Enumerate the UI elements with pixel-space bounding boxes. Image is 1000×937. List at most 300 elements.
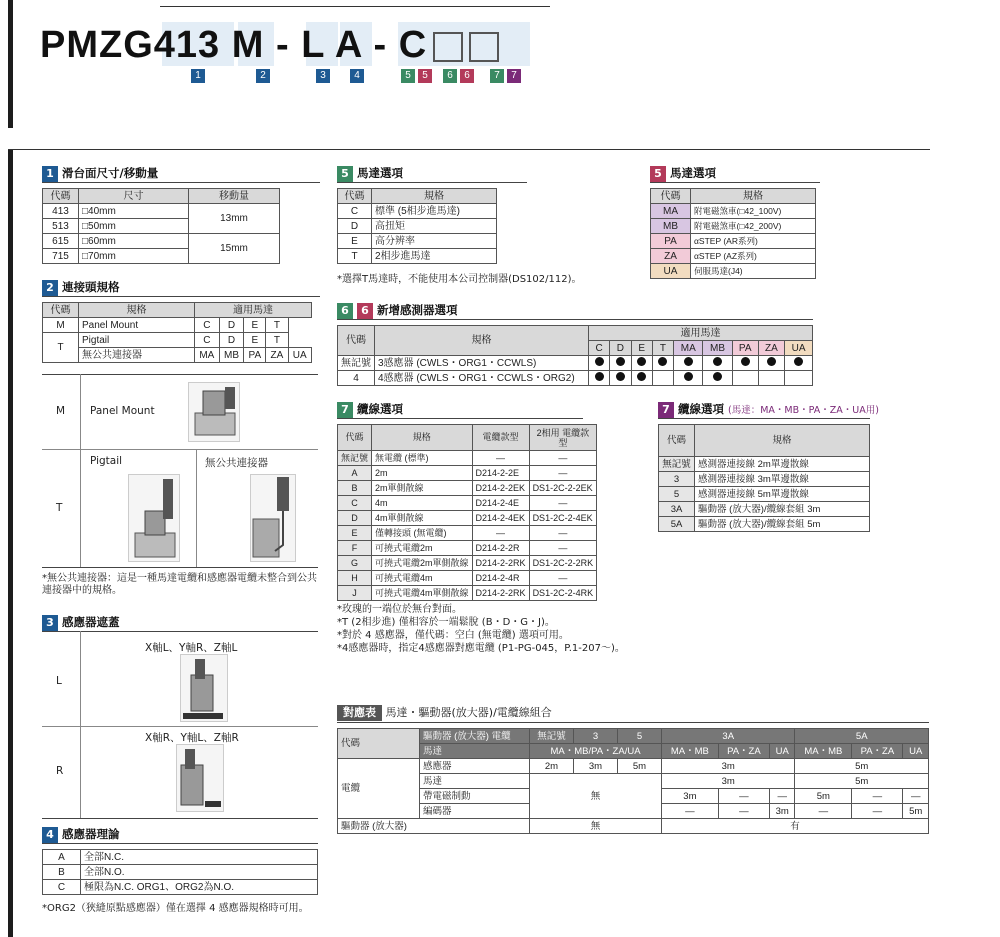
sec6-heading — [337, 302, 458, 318]
table-cell: 全部N.C. — [81, 850, 318, 865]
table-cell: 可撓式電纜4m — [372, 571, 473, 586]
table-cell: — — [472, 451, 529, 466]
table-cell: UA — [288, 348, 311, 363]
table-cell: 4m單側散線 — [372, 511, 473, 526]
sec4-note: *ORG2（狹縫原點感應器）僅在選擇 4 感應器規格時可用。 — [42, 903, 309, 914]
section-rule — [8, 149, 930, 150]
table-cell: E — [631, 341, 652, 356]
table-cell: M — [43, 318, 79, 333]
table-cell: 5m — [795, 759, 929, 774]
table-cell: 5 — [659, 487, 695, 502]
text: L — [301, 24, 325, 66]
table-cell: B — [338, 481, 372, 496]
table-cell: D — [338, 219, 372, 234]
sec2-rule — [42, 296, 320, 297]
sec7a-note-1: *玫瑰的一端位於無台對面。 — [337, 604, 462, 615]
table-cell: 伺服馬達(J4) — [691, 264, 816, 279]
combo-rule — [337, 722, 929, 723]
text: 5 — [650, 166, 666, 182]
table-cell: 高分辨率 — [372, 234, 497, 249]
table-cell: DS1-2C-2-2EK — [529, 481, 597, 496]
table-cell: 無記號 — [338, 451, 372, 466]
table-cell: D214-2-2RK — [472, 586, 529, 601]
sec4-heading — [42, 826, 120, 842]
table-cell: 驅動器 (放大器)/纜線套組 3m — [695, 502, 870, 517]
text: 3 — [42, 615, 58, 631]
table-cell: D214-2-2E — [472, 466, 529, 481]
table-cell: 適用馬達 — [195, 303, 312, 318]
table-cell — [610, 356, 631, 371]
table-cell: 規格 — [79, 303, 195, 318]
sec5a-table — [337, 188, 497, 264]
fig-label-pigtail: Pigtail — [90, 455, 123, 467]
table-cell: 無公共連接器 — [79, 348, 195, 363]
table-cell: 附電磁煞車(□42_100V) — [691, 204, 816, 219]
table-cell: DS1-2C-2-2RK — [529, 556, 597, 571]
text: A — [334, 24, 362, 66]
dot — [713, 372, 722, 381]
stage-illustration — [176, 744, 224, 812]
dot — [767, 357, 776, 366]
sec5a-rule — [337, 182, 527, 183]
table-cell: 電纜 — [338, 759, 420, 819]
table-cell: 極限為N.C. ORG1、ORG2為N.O. — [81, 880, 318, 895]
table-cell: C — [589, 341, 610, 356]
fig-label-panel-mount: Panel Mount — [90, 405, 155, 417]
table-cell: 3m — [662, 759, 795, 774]
sec3-rule-mid — [42, 726, 318, 727]
marker-7: 7 — [490, 69, 504, 83]
table-cell: B — [43, 865, 81, 880]
table-cell: 代碼 — [338, 189, 372, 204]
table-cell: 無記號 — [338, 356, 375, 371]
table-cell: Panel Mount — [79, 318, 195, 333]
table-cell: 3A — [662, 729, 795, 744]
table-cell: 感測器連接線 5m單邊散線 — [695, 487, 870, 502]
table-cell: MA・MB — [662, 744, 719, 759]
table-cell: — — [529, 496, 597, 511]
table-cell: F — [338, 541, 372, 556]
marker-5: 5 — [401, 69, 415, 83]
sec3-rule-top — [42, 631, 318, 632]
text: 4 — [42, 827, 58, 843]
sec4-rule — [42, 843, 318, 844]
table-cell — [652, 356, 673, 371]
table-cell: — — [529, 451, 597, 466]
table-cell: 代碼 — [659, 425, 695, 457]
table-cell: J — [338, 586, 372, 601]
table-cell: 715 — [43, 249, 79, 264]
table-cell: UA — [770, 744, 795, 759]
dot — [637, 372, 646, 381]
text: 1 — [42, 166, 58, 182]
table-cell: — — [770, 789, 795, 804]
marker-7b: 7 — [507, 69, 521, 83]
table-cell: 規格 — [372, 425, 473, 451]
marker-6: 6 — [443, 69, 457, 83]
table-cell: A — [43, 850, 81, 865]
table-cell: 4m — [372, 496, 473, 511]
text: 連接頭規格 — [62, 280, 120, 294]
table-cell: ZA — [758, 341, 784, 356]
sec3-desc-r: X軸R、Y軸L、Z軸R — [145, 732, 239, 744]
table-cell — [703, 356, 732, 371]
table-cell — [732, 371, 758, 386]
text: 纜線選項 — [357, 402, 403, 416]
table-cell: — — [529, 541, 597, 556]
table-cell — [732, 356, 758, 371]
table-cell: DS1-2C-2-4RK — [529, 586, 597, 601]
marker-1: 1 — [191, 69, 205, 83]
table-cell — [589, 371, 610, 386]
table-cell: MB — [651, 219, 691, 234]
table-cell: 無記號 — [530, 729, 574, 744]
dot — [658, 357, 667, 366]
table-cell: ZA — [651, 249, 691, 264]
table-cell: — — [529, 466, 597, 481]
table-cell — [631, 371, 652, 386]
table-cell: 全部N.O. — [81, 865, 318, 880]
sec5a-heading — [337, 165, 403, 181]
table-cell: 感應器 — [420, 759, 530, 774]
sec5a-note: *選擇T馬達時，不能使用本公司控制器(DS102/112)。 — [337, 274, 582, 285]
text: M — [231, 24, 265, 66]
table-cell — [785, 371, 813, 386]
dot — [684, 357, 693, 366]
fig-rule-mid — [42, 449, 318, 450]
dot — [713, 357, 722, 366]
dot — [595, 372, 604, 381]
table-cell: 有 — [662, 819, 929, 834]
table-cell: D214-2-4R — [472, 571, 529, 586]
table-cell: 標準 (5相步進馬達) — [372, 204, 497, 219]
table-cell: D214-2-4E — [472, 496, 529, 511]
left-frame-bar-top — [8, 0, 13, 128]
table-cell: 規格 — [372, 189, 497, 204]
dot — [616, 372, 625, 381]
table-cell — [674, 356, 703, 371]
table-cell — [703, 371, 732, 386]
table-cell — [785, 356, 813, 371]
table-cell: — — [529, 571, 597, 586]
stage-illustration — [188, 382, 240, 442]
table-cell: T — [338, 249, 372, 264]
text: - — [373, 24, 388, 66]
table-cell: T — [43, 333, 79, 363]
table-cell: 3感應器 (CWLS・ORG1・CCWLS) — [375, 356, 589, 371]
table-cell: UA — [651, 264, 691, 279]
table-cell: 3 — [574, 729, 618, 744]
table-cell: 513 — [43, 219, 79, 234]
text: 馬達・驅動器(放大器)/電纜線組合 — [385, 706, 552, 719]
table-cell: D — [610, 341, 631, 356]
text: - — [275, 24, 290, 66]
table-cell — [652, 371, 673, 386]
sec7a-note-4: *4感應器時，指定4感應器對應電纜 (P1-PG-045，P.1-207～)。 — [337, 643, 625, 654]
table-cell: C — [338, 496, 372, 511]
table-cell: — — [852, 789, 903, 804]
fig-code-m: M — [56, 405, 66, 417]
text: 纜線選項 — [678, 402, 724, 416]
combo-table — [337, 728, 929, 834]
table-cell: C — [338, 204, 372, 219]
table-cell: 附電磁煞車(□42_200V) — [691, 219, 816, 234]
table-cell: 高扭矩 — [372, 219, 497, 234]
table-cell: MB — [703, 341, 732, 356]
table-cell: — — [852, 804, 903, 819]
dot — [684, 372, 693, 381]
table-cell: 代碼 — [651, 189, 691, 204]
table-cell: 尺寸 — [79, 189, 189, 204]
table-cell: □40mm — [79, 204, 189, 219]
table-cell: E — [338, 526, 372, 541]
fig-col-line-2 — [196, 450, 197, 567]
marker-3: 3 — [316, 69, 330, 83]
stage-illustration — [250, 474, 296, 562]
sec3-desc-l: X軸L、Y軸R、Z軸L — [145, 642, 238, 654]
marker-2: 2 — [256, 69, 270, 83]
table-cell: 2相用 電纜款型 — [529, 425, 597, 451]
table-cell: 代碼 — [338, 326, 375, 356]
table-cell: 馬達 — [420, 744, 530, 759]
table-cell: MA — [674, 341, 703, 356]
dot — [616, 357, 625, 366]
table-cell: 3m — [662, 774, 795, 789]
table-cell — [589, 356, 610, 371]
table-cell: E — [244, 318, 266, 333]
table-cell: 感測器連接線 3m單邊散線 — [695, 472, 870, 487]
table-cell: αSTEP (AR系列) — [691, 234, 816, 249]
sec1-rule — [42, 182, 320, 183]
sec6-rule — [337, 319, 813, 320]
table-cell: ZA — [266, 348, 288, 363]
table-cell: — — [472, 526, 529, 541]
table-cell: — — [718, 804, 769, 819]
table-cell: 編碼器 — [420, 804, 530, 819]
table-cell — [674, 371, 703, 386]
table-cell: 可撓式電纜2m單側散線 — [372, 556, 473, 571]
table-cell: 移動量 — [189, 189, 280, 204]
model-title — [40, 24, 499, 67]
table-cell: MA・MB — [795, 744, 852, 759]
table-cell — [758, 371, 784, 386]
marker-5b: 5 — [418, 69, 432, 83]
text: 2 — [42, 280, 58, 296]
table-cell: 驅動器 (放大器) 電纜 — [420, 729, 530, 744]
text: C — [398, 24, 428, 66]
text: 馬達選項 — [357, 166, 403, 180]
table-cell — [758, 356, 784, 371]
table-cell: 規格 — [375, 326, 589, 356]
table-cell: — — [718, 789, 769, 804]
left-frame-bar-bottom — [8, 150, 13, 937]
table-cell: 15mm — [189, 234, 280, 264]
sec7a-heading — [337, 401, 403, 417]
table-cell: C — [43, 880, 81, 895]
sec7b-heading — [658, 401, 879, 417]
text: 滑台面尺寸/移動量 — [62, 166, 159, 180]
table-cell: 電纜款型 — [472, 425, 529, 451]
fig-rule-bottom — [42, 567, 318, 568]
dot — [637, 357, 646, 366]
table-cell: 代碼 — [43, 303, 79, 318]
marker-4: 4 — [350, 69, 364, 83]
table-cell: Pigtail — [79, 333, 195, 348]
combo-heading — [337, 705, 552, 721]
table-cell: 5 — [618, 729, 662, 744]
table-cell: 3m — [574, 759, 618, 774]
stage-illustration — [128, 474, 180, 562]
sec1-heading — [42, 165, 158, 181]
fig-code-t: T — [56, 502, 63, 514]
table-cell: UA — [785, 341, 813, 356]
sec3-code-l: L — [56, 675, 62, 687]
sec3-code-r: R — [56, 765, 64, 777]
sec3-heading — [42, 614, 120, 630]
table-cell: D214-2-4EK — [472, 511, 529, 526]
sec3-rule-bottom — [42, 818, 318, 819]
table-cell: MA — [651, 204, 691, 219]
table-cell: — — [903, 789, 929, 804]
table-cell: 3m — [770, 804, 795, 819]
table-cell: 帶電磁制動 — [420, 789, 530, 804]
text: PMZG — [40, 24, 154, 66]
sec2-note: *無公共連接器：這是一種馬達電纜和感應器電纜未整合到公共連接器中的規格。 — [42, 573, 317, 596]
sec1-table — [42, 188, 280, 264]
marker-6b: 6 — [460, 69, 474, 83]
table-cell: 驅動器 (放大器)/纜線套組 5m — [695, 517, 870, 532]
table-cell: — — [795, 804, 852, 819]
sec4-table — [42, 849, 318, 895]
text: 馬達選項 — [670, 166, 716, 180]
table-cell — [288, 318, 311, 333]
table-cell: E — [244, 333, 266, 348]
table-cell: 無電纜 (標準) — [372, 451, 473, 466]
table-cell: 適用馬達 — [589, 326, 813, 341]
table-cell: MB — [219, 348, 244, 363]
table-cell: 5A — [659, 517, 695, 532]
sec3-col-line — [80, 631, 81, 818]
table-cell: □60mm — [79, 234, 189, 249]
table-cell: 5m — [903, 804, 929, 819]
table-cell: D — [338, 511, 372, 526]
top-rule — [160, 6, 550, 7]
fig-rule-top — [42, 374, 318, 375]
text: 新增感測器選項 — [377, 303, 458, 317]
text: 5 — [337, 166, 353, 182]
table-cell: 5m — [618, 759, 662, 774]
dot — [595, 357, 604, 366]
sec7a-note-3: *對於 4 感應器，僅代碼：空白 (無電纜) 選項可用。 — [337, 630, 569, 641]
table-cell: 代碼 — [43, 189, 79, 204]
table-cell: — — [529, 526, 597, 541]
table-cell: UA — [903, 744, 929, 759]
table-cell: MA — [195, 348, 220, 363]
table-cell: PA — [732, 341, 758, 356]
table-cell: 3A — [659, 502, 695, 517]
table-cell: 代碼 — [338, 729, 420, 759]
table-cell: 5m — [795, 789, 852, 804]
table-cell: 2相步進馬達 — [372, 249, 497, 264]
table-cell: 僅轉接頭 (無電纜) — [372, 526, 473, 541]
placeholder-box — [433, 32, 463, 62]
table-cell: 413 — [43, 204, 79, 219]
sec7a-note-2: *T (2相步進) 僅相容於一端鬆脫 (B・D・G・J)。 — [337, 617, 555, 628]
table-cell: 驅動器 (放大器) — [338, 819, 530, 834]
table-cell: 13mm — [189, 204, 280, 234]
table-cell: 4 — [338, 371, 375, 386]
text: 感應器理論 — [62, 827, 120, 841]
table-cell: T — [266, 333, 288, 348]
table-cell: DS1-2C-2-4EK — [529, 511, 597, 526]
table-cell: 規格 — [695, 425, 870, 457]
table-cell: □70mm — [79, 249, 189, 264]
text: 6 — [357, 303, 373, 319]
sec7a-rule — [337, 418, 583, 419]
table-cell: C — [195, 318, 220, 333]
text: (馬達：MA・MB・PA・ZA・UA用) — [728, 405, 879, 416]
stage-illustration — [180, 654, 228, 722]
table-cell: 無 — [530, 774, 662, 819]
table-cell: 5m — [795, 774, 929, 789]
sec7b-rule — [658, 418, 870, 419]
table-cell: 5A — [795, 729, 929, 744]
text: 7 — [658, 402, 674, 418]
sec2-heading — [42, 279, 120, 295]
text: 413 — [153, 24, 221, 66]
sec5b-rule — [650, 182, 820, 183]
table-cell: 2m單側散線 — [372, 481, 473, 496]
table-cell: αSTEP (AZ系列) — [691, 249, 816, 264]
sec7b-table — [658, 424, 870, 532]
table-cell: 無 — [530, 819, 662, 834]
sec5b-heading — [650, 165, 716, 181]
table-cell: 2m — [372, 466, 473, 481]
table-cell: 615 — [43, 234, 79, 249]
table-cell: 代碼 — [338, 425, 372, 451]
sec6-table — [337, 325, 813, 386]
table-cell: T — [266, 318, 288, 333]
table-cell: G — [338, 556, 372, 571]
table-cell: D214-2-2R — [472, 541, 529, 556]
fig-label-no-common: 無公共連接器 — [205, 457, 268, 469]
dot — [741, 357, 750, 366]
table-cell: A — [338, 466, 372, 481]
table-cell: C — [195, 333, 220, 348]
table-cell: PA・ZA — [852, 744, 903, 759]
text: 7 — [337, 402, 353, 418]
table-cell: PA — [244, 348, 266, 363]
table-cell: 可撓式電纜4m單側散線 — [372, 586, 473, 601]
table-cell — [631, 356, 652, 371]
table-cell: MA・MB/PA・ZA/UA — [530, 744, 662, 759]
table-cell: D214-2-2EK — [472, 481, 529, 496]
text: 6 — [337, 303, 353, 319]
sec7a-table — [337, 424, 597, 601]
table-cell: 3m — [662, 789, 719, 804]
sec5b-table — [650, 188, 816, 279]
table-cell — [288, 333, 311, 348]
dot — [794, 357, 803, 366]
placeholder-box — [469, 32, 499, 62]
table-cell: 3 — [659, 472, 695, 487]
table-cell — [610, 371, 631, 386]
table-cell: D — [219, 333, 244, 348]
table-cell: H — [338, 571, 372, 586]
table-cell: E — [338, 234, 372, 249]
table-cell: 馬達 — [420, 774, 530, 789]
table-cell: 無記號 — [659, 457, 695, 472]
